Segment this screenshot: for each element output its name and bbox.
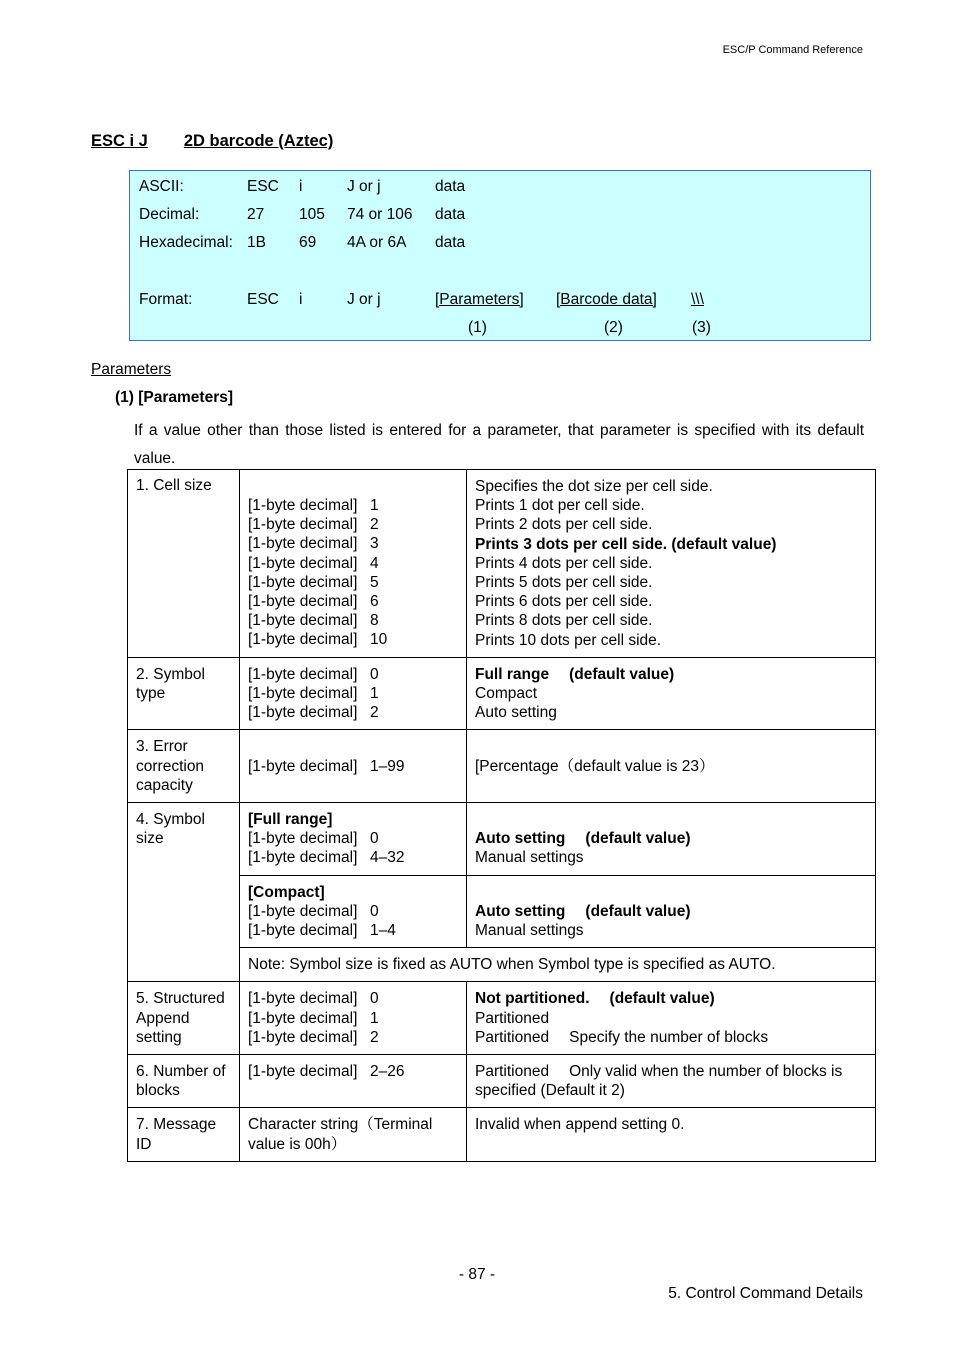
ascii-label: ASCII: xyxy=(139,178,184,195)
format-barcode-data: [Barcode data] xyxy=(556,291,657,308)
param-values: [1-byte decimal] 1 [1-byte decimal] 2 [1-byte decimal] 3 [1-byte decimal] 4 [1-byte decimal] 5 [1-byte decimal] 6 [1-byte decimal] 8 [1-byte decimal] 10 xyxy=(240,470,467,658)
hex-label: Hexadecimal: xyxy=(139,234,233,251)
table-row-message-id xyxy=(128,1108,876,1161)
param-values: [Compact] [1-byte decimal] 0 [1-byte decimal] 1–4 xyxy=(240,875,467,948)
command-description: 2D barcode (Aztec) xyxy=(183,132,334,150)
param-descriptions: Specifies the dot size per cell side. Prints 1 dot per cell side. Prints 2 dots per cell side. Prints 3 dots per cell side. (default value) Prints 4 dots per cell side. Prints 5 dots per cell side. Prints 6 dots per cell side. Prints 8 dots per cell side. Prints 10 dots per cell side. xyxy=(467,470,876,658)
param-descriptions: Auto setting (default value) Manual settings xyxy=(467,803,876,876)
page-number: - 87 - xyxy=(458,1266,496,1283)
table-row-symbol-type xyxy=(128,657,876,730)
format-index-2: (2) xyxy=(604,319,623,336)
hex-c4: data xyxy=(435,234,466,251)
format-parameters: [Parameters] xyxy=(435,291,524,308)
param-values: [1-byte decimal] 2–26 xyxy=(240,1055,467,1108)
param-name: 2. Symbol type xyxy=(128,657,240,730)
format-c2: i xyxy=(299,291,303,308)
param-name: 7. Message ID xyxy=(128,1108,240,1161)
command-name: ESC i J xyxy=(91,132,148,150)
intro-paragraph: If a value other than those listed is entered for a parameter, that parameter is specified with its default value. xyxy=(134,422,864,467)
footer-section: 5. Control Command Details xyxy=(668,1285,863,1302)
table-row-error-correction xyxy=(128,730,876,803)
format-c3: J or j xyxy=(347,291,381,308)
parameter-table xyxy=(127,469,876,1162)
section-title xyxy=(91,132,333,151)
decimal-label: Decimal: xyxy=(139,206,200,223)
param-descriptions: Auto setting (default value) Manual settings xyxy=(467,875,876,948)
param-descriptions: Not partitioned. (default value) Partitioned Partitioned Specify the number of blocks xyxy=(467,982,876,1055)
format-c1: ESC xyxy=(247,291,279,308)
ascii-c4: data xyxy=(435,178,466,195)
table-row-symbol-size-full xyxy=(128,803,876,876)
table-row-cell-size xyxy=(128,470,876,658)
running-header: ESC/P Command Reference xyxy=(722,44,863,56)
decimal-c4: data xyxy=(435,206,466,223)
param-descriptions: [Percentage（default value is 23） xyxy=(467,730,876,803)
format-index-1: (1) xyxy=(468,319,487,336)
command-syntax-box xyxy=(129,170,871,341)
format-index-3: (3) xyxy=(692,319,711,336)
ascii-c3: J or j xyxy=(347,178,381,195)
parameters-heading: Parameters xyxy=(91,361,172,378)
param-values: Character string（Terminal value is 00h） xyxy=(240,1108,467,1161)
param-name: 5. Structured Append setting xyxy=(128,982,240,1055)
param-values: [1-byte decimal] 0 [1-byte decimal] 1 [1-byte decimal] 2 xyxy=(240,982,467,1055)
table-row-structured-append xyxy=(128,982,876,1055)
param-name: 1. Cell size xyxy=(128,470,240,658)
hex-c1: 1B xyxy=(247,234,266,251)
table-row-symbol-size-compact xyxy=(128,875,876,948)
param-values: [1-byte decimal] 1–99 xyxy=(240,730,467,803)
table-row-symbol-size-note xyxy=(128,948,876,982)
symbol-size-note: Note: Symbol size is fixed as AUTO when Symbol type is specified as AUTO. xyxy=(240,948,876,982)
decimal-c3: 74 or 106 xyxy=(347,206,413,223)
ascii-c1: ESC xyxy=(247,178,279,195)
decimal-c1: 27 xyxy=(247,206,265,223)
format-terminator: \\\ xyxy=(691,291,704,308)
format-label: Format: xyxy=(139,291,193,308)
hex-c2: 69 xyxy=(299,234,317,251)
hex-c3: 4A or 6A xyxy=(347,234,407,251)
param-name: 6. Number of blocks xyxy=(128,1055,240,1108)
table-row-number-of-blocks xyxy=(128,1055,876,1108)
param-values: [Full range] [1-byte decimal] 0 [1-byte decimal] 4–32 xyxy=(240,803,467,876)
decimal-c2: 105 xyxy=(299,206,325,223)
param-name: 3. Error correction capacity xyxy=(128,730,240,803)
param-name: 4. Symbol size xyxy=(128,803,240,982)
param-descriptions: Full range (default value) Compact Auto setting xyxy=(467,657,876,730)
parameters-subheading: (1) [Parameters] xyxy=(115,389,234,406)
ascii-c2: i xyxy=(299,178,303,195)
param-values: [1-byte decimal] 0 [1-byte decimal] 1 [1-byte decimal] 2 xyxy=(240,657,467,730)
param-descriptions: Invalid when append setting 0. xyxy=(467,1108,876,1161)
param-descriptions: Partitioned Only valid when the number of blocks is specified (Default it 2) xyxy=(467,1055,876,1108)
